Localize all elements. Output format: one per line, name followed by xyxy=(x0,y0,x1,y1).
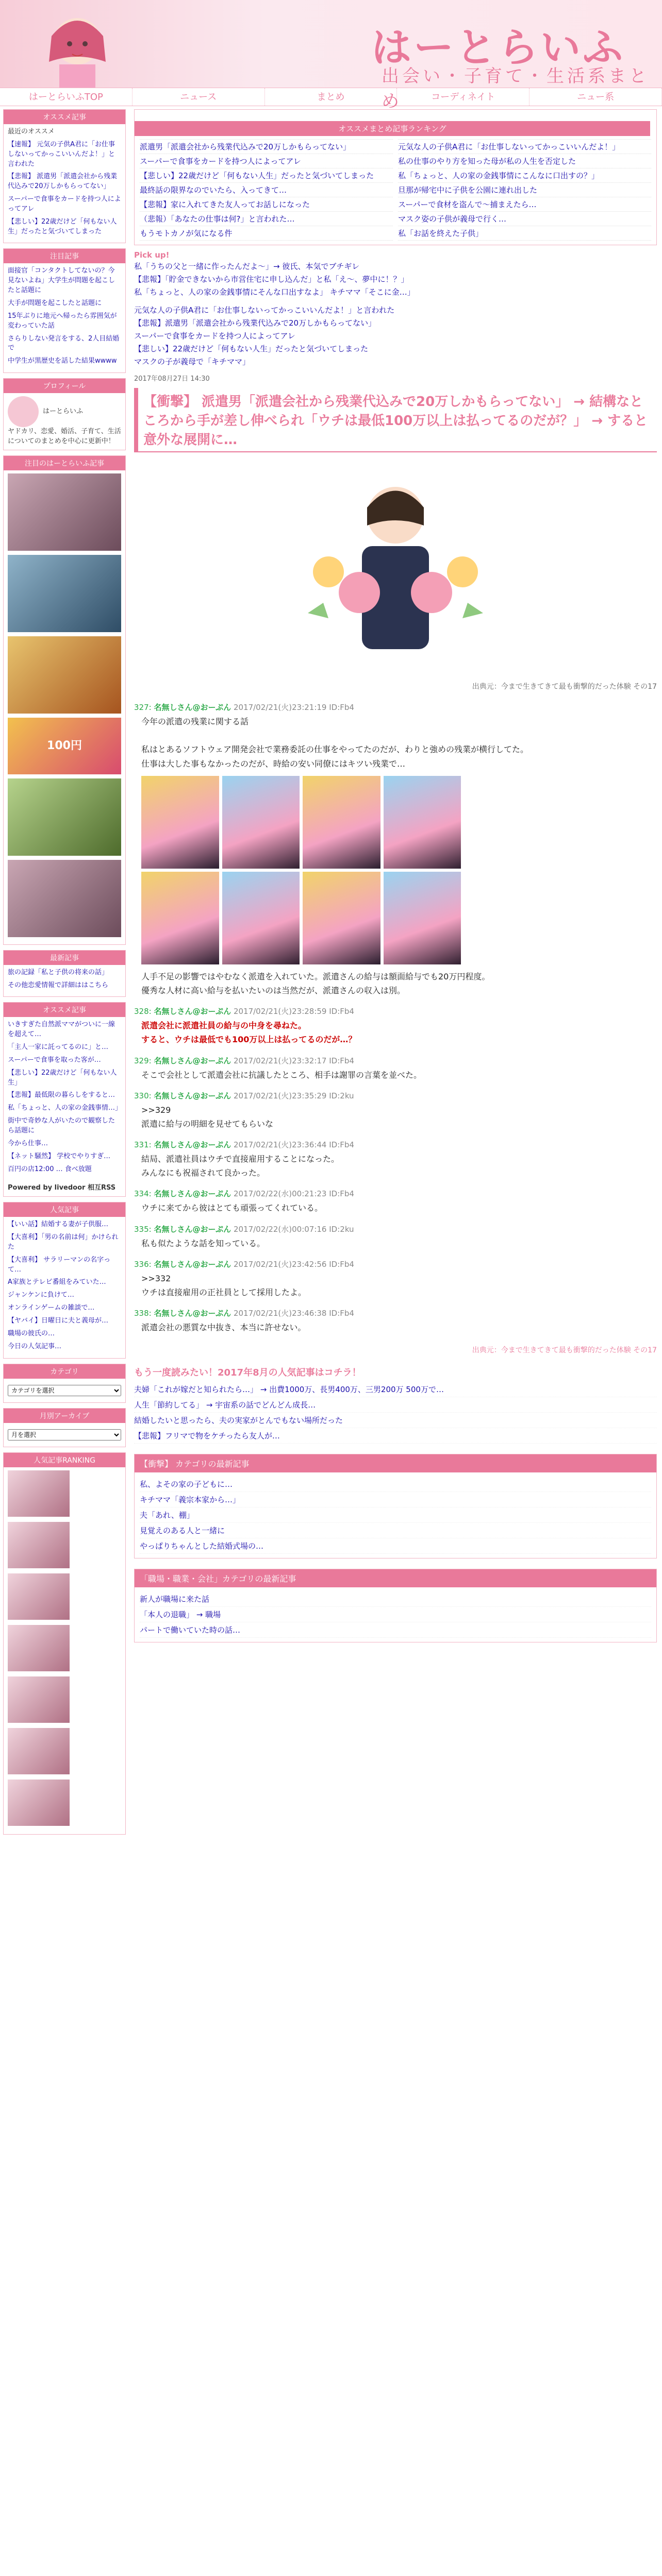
recommend-box-2-title: オススメ記事 xyxy=(4,1003,125,1017)
response-name: 名無しさん@おーぷん xyxy=(154,1007,231,1016)
source-link[interactable]: 出典元：今まで生きてきて最も衝撃的だった体験 その17 xyxy=(472,1346,657,1355)
archive-box xyxy=(3,1408,126,1447)
related-item[interactable]: 結婚したいと思ったら、夫の実家がとんでもない場所だった xyxy=(134,1416,343,1426)
rank-item[interactable] xyxy=(8,1676,121,1723)
recommend-item[interactable]: 【悲しい】22歳だけど「何もない人生」だったと気づいてしまった xyxy=(8,217,117,235)
top-ranking-item[interactable]: 旦那が帰宅中に子供を公園に連れ出した xyxy=(398,185,538,195)
top-ranking-item[interactable]: もうモトカノが気になる件 xyxy=(140,229,233,238)
article-date: 2017年08月27日 14:30 xyxy=(134,375,210,383)
response-header: 330: 名無しさん@おーぷん 2017/02/21(火)23:35:29 ID:2ku xyxy=(134,1091,354,1100)
recent-box-title: 最新記事 xyxy=(4,951,125,965)
gallery-image[interactable] xyxy=(141,872,219,964)
response-header: 331: 名無しさん@おーぷん 2017/02/21(火)23:36:44 ID:Fb4 xyxy=(134,1140,354,1150)
top-ranking-title: オススメまとめ記事ランキング xyxy=(135,121,650,136)
main-content xyxy=(129,106,662,1843)
response-body: 私も似たような話を知っている。 xyxy=(141,1238,266,1248)
response-body: >>332 ウチは直接雇用の正社員として採用したよ。 xyxy=(141,1273,307,1297)
response-body: 人手不足の影響ではやむなく派遣を入れていた。派遣さんの給与は額面給与でも20万円程度。 優秀な人材に高い給与を払いたいのは当然だが、派遣さんの収入は別。 xyxy=(141,971,490,995)
response-number: 334 xyxy=(134,1189,149,1199)
response-header: 338: 名無しさん@おーぷん 2017/02/21(火)23:46:38 ID:Fb4 xyxy=(134,1309,354,1318)
popular-item[interactable]: 今日の人気記事… xyxy=(8,1342,62,1350)
response-number: 335 xyxy=(134,1224,149,1234)
gallery-image[interactable] xyxy=(384,872,461,964)
response-name: 名無しさん@おーぷん xyxy=(154,1224,231,1234)
response-meta: 2017/02/21(火)23:21:19 ID:Fb4 xyxy=(233,703,354,712)
response-meta: 2017/02/21(火)23:35:29 ID:2ku xyxy=(233,1091,354,1100)
ranking-thumbnail[interactable] xyxy=(8,555,121,632)
popular-item[interactable]: 【大喜利】「男の名前は何」かけられた xyxy=(8,1233,119,1251)
recommend-link[interactable]: いきすぎた自然派ママがついに一線を超えて… xyxy=(8,1021,115,1039)
pickup-item[interactable]: 【悲報】「貯金できないから市営住宅に申し込んだ」と私「え〜、夢中に！？」 xyxy=(134,275,409,284)
ranking-thumbnail[interactable] xyxy=(8,636,121,714)
rank-item[interactable] xyxy=(8,1470,121,1517)
recommend-link[interactable]: 【悲報】最低限の暮らしをすると… xyxy=(8,1091,115,1099)
recommend-link[interactable]: 私「ちょっと、人の家の金銭事情…」 xyxy=(8,1104,122,1112)
nav-top[interactable]: はーとらいふTOP xyxy=(0,88,133,106)
profile-name: はーとらいふ xyxy=(43,407,84,415)
category-select[interactable] xyxy=(8,1385,121,1396)
response-name: 名無しさん@おーぷん xyxy=(154,1189,231,1199)
recommend-item[interactable]: スーパーで食事をカードを持つ人によってアレ xyxy=(8,195,121,213)
response-header: 335: 名無しさん@おーぷん 2017/02/22(水)00:07:16 ID:2ku xyxy=(134,1224,354,1234)
related-list xyxy=(134,1382,657,1444)
pickup-section-2 xyxy=(134,303,657,368)
top-ranking-item[interactable]: 最終話の限界なのでいたら、入ってきて… xyxy=(140,185,287,195)
ranking-thumbnail[interactable] xyxy=(8,473,121,551)
hero-caption: 出典元：今まで生きてきて最も衝撃的だった体験 その17 xyxy=(472,683,657,691)
rank-item[interactable] xyxy=(8,1728,121,1774)
response-number: 329 xyxy=(134,1056,149,1065)
top-ranking-item[interactable]: 【悲報】家に入れてきた友人ってお話しになった xyxy=(140,200,310,209)
profile-box-title: プロフィール xyxy=(4,379,125,393)
related-item[interactable]: 夫婦「これが嫁だと知られたら…」 → 出費1000万、長男400万、三男200万 500万で… xyxy=(134,1385,444,1395)
nav-matome[interactable]: まとめ xyxy=(265,88,398,106)
response-number: 328 xyxy=(134,1007,149,1016)
popular-item[interactable]: 【ヤバイ】日曜日に夫と義母が… xyxy=(8,1316,109,1325)
hero-illustration xyxy=(241,459,550,675)
recommend-item[interactable]: 【悲報】 派遣男「派遣会社から残業代込みで20万しかもらってない」 xyxy=(8,173,118,191)
ranking-box xyxy=(3,455,126,945)
top-ranking-item[interactable]: （悲報）「あなたの仕事は何?」と言われた… xyxy=(140,214,295,224)
image-gallery xyxy=(141,776,461,964)
featured-item[interactable]: 大手が問題を起こしたと話題に xyxy=(8,299,102,307)
nav-news2[interactable]: ニュー系 xyxy=(529,88,662,106)
archive-select[interactable] xyxy=(8,1429,121,1440)
response-body: ウチに来てから彼はとても頑張ってくれている。 xyxy=(141,1203,323,1213)
response-name: 名無しさん@おーぷん xyxy=(154,1056,231,1065)
response-header: 334: 名無しさん@おーぷん 2017/02/22(水)00:21:23 ID:Fb4 xyxy=(134,1189,354,1199)
profile-box xyxy=(3,378,126,450)
ranking-thumbnail[interactable] xyxy=(8,778,121,856)
response-number: 330 xyxy=(134,1091,149,1100)
response-meta: 2017/02/21(火)23:42:56 ID:Fb4 xyxy=(233,1259,354,1269)
response-meta: 2017/02/21(火)23:46:38 ID:Fb4 xyxy=(233,1309,354,1318)
popular-item[interactable]: 【いい話】結婚する妻が子供服… xyxy=(8,1221,109,1229)
left-sidebar xyxy=(0,106,129,1843)
header-illustration xyxy=(10,5,144,88)
related-item[interactable]: 人生「節約してる」 → 宇宙系の話でどんどん成長… xyxy=(134,1400,316,1410)
gallery-image[interactable] xyxy=(303,872,380,964)
category-latest-1-title: 【衝撃】 カテゴリの最新記事 xyxy=(135,1454,656,1472)
category-latest-item[interactable]: 新人が職場に来た話 xyxy=(140,1595,210,1604)
site-subtitle: 出会い・子育て・生活系まとめ xyxy=(382,66,650,112)
top-ranking-item[interactable]: スーパーで食材を盗んで〜捕まえたら… xyxy=(398,200,537,209)
response-body: そこで会社として派遣会社に抗議したところ、相手は謝罪の言葉を並べた。 xyxy=(141,1070,422,1080)
nav-news[interactable]: ニュース xyxy=(133,88,265,106)
popular-ranking-title: 人気記事RANKING xyxy=(4,1453,125,1467)
gallery-image[interactable] xyxy=(303,776,380,869)
related-title: もう一度読みたい！2017年8月の人気記事はコチラ！ xyxy=(134,1367,361,1379)
recommend-link[interactable]: 街中で奇妙な人がいたので観察したら話題に xyxy=(8,1117,115,1134)
top-ranking-item[interactable]: 私「お話を終えた子供」 xyxy=(398,229,484,238)
popular-item[interactable]: A家族とテレビ番組をみていた… xyxy=(8,1278,106,1286)
recent-item[interactable]: その他恋愛情報で詳細ははこちら xyxy=(8,981,109,989)
top-ranking-item[interactable]: 【悲しい】22歳だけど「何もない人生」だったと気づいてしまった xyxy=(140,171,374,180)
response-meta: 2017/02/21(火)23:32:17 ID:Fb4 xyxy=(233,1056,354,1065)
response-number: 336 xyxy=(134,1259,149,1269)
top-ranking-item[interactable]: スーパーで食事をカードを持つ人によってアレ xyxy=(140,157,301,166)
category-latest-item[interactable]: 「本人の退職」 → 職場 xyxy=(140,1610,221,1620)
nav-coordinate[interactable]: コーディネイト xyxy=(397,88,529,106)
category-box-title: カテゴリ xyxy=(4,1364,125,1379)
featured-item[interactable]: 面接官「コンタクトしてないの？今見ないよね」大学生が問題を起こしたと話題に xyxy=(8,267,115,295)
recommend-link[interactable]: スーパーで食事を取った客が… xyxy=(8,1056,101,1064)
recommend-item[interactable]: 【速報】 元気の子供A君に「お仕事しないってかっこいいんだよ！」と言われた xyxy=(8,140,115,168)
pickup-title: Pick up! xyxy=(134,250,170,260)
featured-item[interactable]: 中学生が黒歴史を話した結果wwww xyxy=(8,357,117,365)
recommend-link[interactable]: 【悲しい】22歳だけど「何もない人生」 xyxy=(8,1069,117,1087)
popular-item[interactable]: 職場の彼氏の… xyxy=(8,1329,55,1337)
article-title: 【衝撃】 派遣男「派遣会社から残業代込みで20万しかもらってない」 → 結構なところから手が差し伸べられ「ウチは最低100万以上は払ってるのだが？」 → すると意外な展開に… xyxy=(134,388,657,452)
archive-box-title: 月別アーカイブ xyxy=(4,1409,125,1423)
profile-description: ヤドカリ、恋愛、婚活、子育て、生活についてのまとめを中心に更新中！ xyxy=(8,428,121,445)
featured-box xyxy=(3,248,126,373)
recent-box xyxy=(3,950,126,997)
featured-item[interactable]: さらりしない発言をする、2人目結婚で xyxy=(8,334,120,352)
top-ranking-item[interactable]: 私「ちょっと、人の家の金銭事情にこんなに口出すの？」 xyxy=(398,171,600,180)
ranking-thumbnail[interactable] xyxy=(8,860,121,937)
response-header: 328: 名無しさん@おーぷん 2017/02/21(火)23:28:59 ID:Fb4 xyxy=(134,1007,354,1016)
response-body: 結局、派遣社員はウチで直接雇用することになった。 みんなにも祝福されて良かった。 xyxy=(141,1154,340,1178)
rank-image xyxy=(8,1728,70,1774)
response-meta: 2017/02/22(水)00:07:16 ID:2ku xyxy=(233,1224,354,1234)
popular-item[interactable]: オンラインゲームの雑談で… xyxy=(8,1304,95,1312)
recommend-link[interactable]: 【ネット騒然】 学校でやりすぎ… xyxy=(8,1152,111,1160)
ranking-box-title: 注目のはーとらいふ記事 xyxy=(4,456,125,470)
pickup-item[interactable]: 私「ちょっと、人の家の金銭事情にそんな口出すなよ」 キチママ「そこに金…」 xyxy=(134,287,415,297)
response-number: 338 xyxy=(134,1309,149,1318)
gallery-image[interactable] xyxy=(222,872,300,964)
response-body: 派遣会社の悪質な中抜き、本当に許せない。 xyxy=(141,1323,306,1333)
recent-item[interactable]: 旅の記録「私と子供の将来の話」 xyxy=(8,968,109,976)
popular-item[interactable]: 【大喜利】 サラリーマンの名字って… xyxy=(8,1256,111,1274)
response-list xyxy=(134,702,657,1334)
rank-item[interactable] xyxy=(8,1780,121,1826)
response-name: 名無しさん@おーぷん xyxy=(154,1140,231,1150)
response-body: >>329 派遣に給与の明細を見せてもらいな xyxy=(141,1105,274,1129)
response-name: 名無しさん@おーぷん xyxy=(154,1309,231,1318)
rank-item[interactable] xyxy=(8,1522,121,1568)
rank-image xyxy=(8,1470,70,1517)
response-header: 327: 名無しさん@おーぷん 2017/02/21(火)23:21:19 ID:Fb4 xyxy=(134,703,354,712)
response-meta: 2017/02/22(水)00:21:23 ID:Fb4 xyxy=(233,1189,354,1199)
response-body: 今年の派遣の残業に関する話 私はとあるソフトウェア開発会社で業務委託の仕事をやってたのだが、わりと強めの残業が横行してた。 仕事は大した事もなかったのだが、時給の安い同僚にはキツい残業で… xyxy=(141,717,529,769)
recommend-link[interactable]: 今から仕事… xyxy=(8,1139,48,1147)
top-ranking xyxy=(134,109,657,245)
featured-box-title: 注目記事 xyxy=(4,249,125,263)
response-number: 327 xyxy=(134,703,149,712)
response-header: 336: 名無しさん@おーぷん 2017/02/21(火)23:42:56 ID:Fb4 xyxy=(134,1259,354,1269)
popular-item[interactable]: ジャンケンに負けて… xyxy=(8,1291,74,1299)
gallery-image[interactable] xyxy=(384,776,461,869)
site-title[interactable]: はーとらいふ xyxy=(371,25,625,71)
rank-item[interactable] xyxy=(8,1625,121,1671)
pickup-item[interactable]: 【悲しい】22歳だけど「何もない人生」だったと気づいてしまった xyxy=(134,344,369,353)
recommend-link[interactable]: 百円の店12:00 … 食べ放題 xyxy=(8,1165,92,1173)
related-item[interactable]: 【悲報】フリマで物をケチったら友人が… xyxy=(134,1431,280,1441)
response-number: 331 xyxy=(134,1140,149,1150)
rank-image xyxy=(8,1573,70,1620)
pickup-item[interactable]: 私「うちの父と一緒に作ったんだよ〜」→ 彼氏、本気でブチギレ xyxy=(134,262,360,271)
category-latest-item[interactable]: 夫「あれ、棚」 xyxy=(140,1511,194,1520)
response-name: 名無しさん@おーぷん xyxy=(154,1259,231,1269)
category-latest-item[interactable]: 見覚えのある人と一緒に xyxy=(140,1526,225,1536)
recommend-link[interactable]: 「主人一家に託ってるのに」と… xyxy=(8,1043,109,1052)
gallery-image[interactable] xyxy=(141,776,219,869)
category-latest-item[interactable]: パートで働いていた時の話… xyxy=(140,1625,241,1635)
pickup-item[interactable]: 元気な人の子供A君に「お仕事しないってかっこいいんだよ！」と言われた xyxy=(134,306,395,315)
top-ranking-item[interactable]: 私の仕事のやり方を知った母が私の人生を否定した xyxy=(398,157,576,166)
rank-image xyxy=(8,1780,70,1826)
pickup-item[interactable]: マスクの子が義母で「キチママ」 xyxy=(134,357,251,366)
category-latest-item[interactable]: やっぱりちゃんとした結婚式場の… xyxy=(140,1541,264,1551)
avatar xyxy=(8,396,39,427)
ad-banner[interactable]: 100円 xyxy=(8,718,121,774)
category-latest-item[interactable]: 私、よその家の子どもに… xyxy=(140,1480,233,1489)
gallery-image[interactable] xyxy=(222,776,300,869)
response-meta: 2017/02/21(火)23:36:44 ID:Fb4 xyxy=(233,1140,354,1150)
popular-box-title: 人気記事 xyxy=(4,1202,125,1217)
response-name: 名無しさん@おーぷん xyxy=(154,703,231,712)
recommend-box-2 xyxy=(3,1002,126,1197)
rank-image xyxy=(8,1625,70,1671)
pickup-section xyxy=(134,250,657,298)
response-meta: 2017/02/21(火)23:28:59 ID:Fb4 xyxy=(233,1007,354,1016)
popular-box xyxy=(3,1202,126,1358)
rank-image xyxy=(8,1522,70,1568)
top-ranking-item[interactable]: 派遣男「派遣会社から残業代込みで20万しかもらってない」 xyxy=(140,142,351,151)
pickup-item[interactable]: スーパーで食事をカードを持つ人によってアレ xyxy=(134,331,295,341)
pickup-item[interactable]: 【悲報】派遣男「派遣会社から残業代込みで20万しかもらってない」 xyxy=(134,318,376,328)
powered-by[interactable]: Powered by livedoor 相互RSS xyxy=(8,1184,116,1192)
recommend-box xyxy=(3,109,126,243)
response-body: 派遣会社に派遣社員の給与の中身を尋ねた。 すると、ウチは最低でも100万以上は払ってるのだが…？ xyxy=(141,1021,357,1045)
response-header: 329: 名無しさん@おーぷん 2017/02/21(火)23:32:17 ID:Fb4 xyxy=(134,1056,354,1065)
category-latest-2-title: 「職場・職業・会社」カテゴリの最新記事 xyxy=(135,1569,656,1587)
category-box xyxy=(3,1364,126,1403)
category-latest-2 xyxy=(134,1569,657,1642)
recommend-item: 最近のオススメ xyxy=(8,128,55,135)
category-latest-1 xyxy=(134,1454,657,1558)
top-ranking-item[interactable]: マスク姿の子供が義母で行く… xyxy=(398,214,507,224)
recommend-box-title: オススメ記事 xyxy=(4,110,125,124)
category-latest-item[interactable]: キチママ「義宗本家から…」 xyxy=(140,1495,241,1505)
response-name: 名無しさん@おーぷん xyxy=(154,1091,231,1100)
rank-image xyxy=(8,1676,70,1723)
popular-ranking-box xyxy=(3,1452,126,1835)
rank-item[interactable] xyxy=(8,1573,121,1620)
featured-item[interactable]: 15年ぶりに地元へ帰ったら雰囲気が変わっていた話 xyxy=(8,312,117,330)
top-ranking-item[interactable]: 元気な人の子供A君に「お仕事しないってかっこいいんだよ！」 xyxy=(398,142,620,151)
